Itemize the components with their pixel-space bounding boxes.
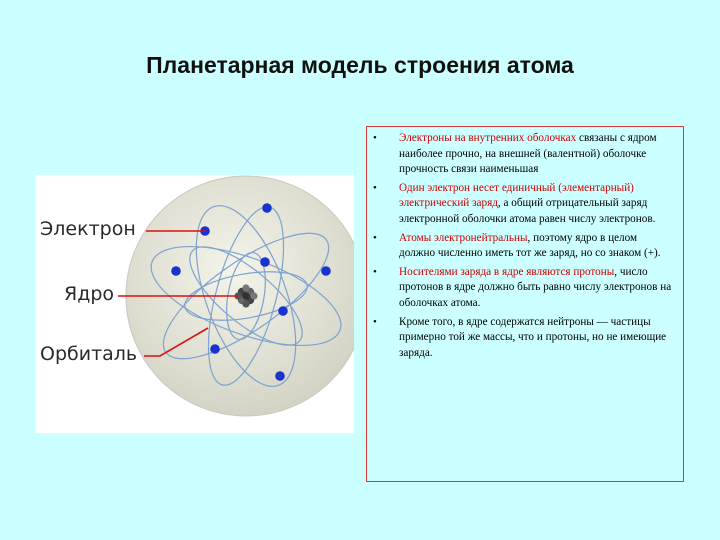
electron-label: Электрон [40, 218, 136, 240]
bullet-icon: • [373, 265, 377, 278]
bullet-item [367, 131, 683, 178]
electron-dot [171, 266, 181, 276]
bullet-highlight: Электроны на внутренних оболочках [399, 132, 577, 144]
electron-dot [260, 257, 270, 267]
bullet-icon: • [373, 132, 377, 144]
bullet-item [367, 181, 683, 228]
nucleus-label: Ядро [64, 283, 115, 305]
bullet-icon: • [373, 231, 377, 244]
bullet-item [367, 231, 683, 262]
bullet-item [367, 265, 683, 312]
bullet-icon: • [373, 315, 377, 328]
bullet-text: связаны с ядром наиболее прочно, на внешней (валентной) оболочке прочность связи наименьшая [399, 132, 657, 176]
orbital-label: Орбиталь [40, 343, 138, 365]
text-box [366, 126, 684, 482]
bullet-highlight: Один электрон несет единичный (элементарный) электрический заряд [399, 181, 634, 210]
atom-diagram [36, 175, 354, 433]
slide-title: Планетарная модель строения атома [146, 52, 574, 78]
bullet-text: , поэтому ядро в целом должно численно иметь тот же заряд, но со знаком (+). [399, 231, 661, 260]
electron-dot [210, 344, 220, 354]
bullet-icon: • [373, 181, 377, 194]
electron-dot [278, 306, 288, 316]
bullet-highlight: Носителями заряда в ядре являются протоны [399, 265, 615, 278]
electron-dot [262, 203, 272, 213]
bullet-item [367, 315, 683, 362]
bullet-text: , число протонов в ядре должно быть равно числу электронов на оболочках атома. [399, 265, 672, 309]
bullet-list [367, 131, 683, 364]
bullet-highlight: Атомы электронейтральны [399, 231, 528, 244]
bullet-text: , а общий отрицательный заряд электронной оболочки атома равен числу электронов. [399, 197, 656, 225]
electron-dot [321, 266, 331, 276]
bullet-text: Кроме того, в ядре содержатся нейтроны — частицы примерно той же массы, что и протоны, но не имеющие заряда. [399, 315, 667, 359]
electron-dot [275, 371, 285, 381]
